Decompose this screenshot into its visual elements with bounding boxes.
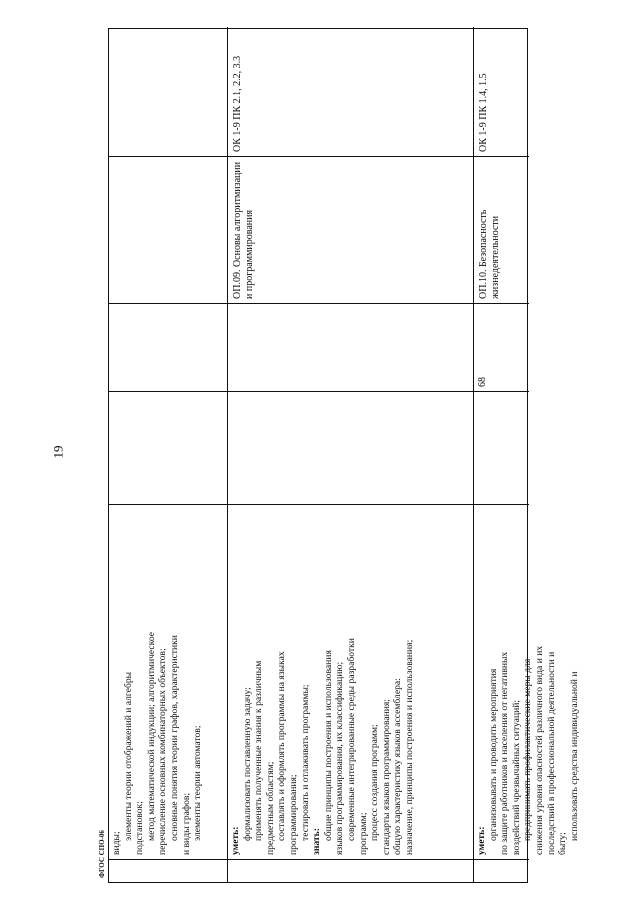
description-line: последствий в профессиональной деятельности и (545, 651, 557, 855)
competencies-cell (109, 27, 227, 157)
description-line: предпринимать профилактические меры для (522, 658, 534, 841)
max-hours-cell (474, 392, 529, 505)
description-line: языков программирования, их классификацию; (334, 661, 346, 855)
description-line: общие принципы построения и использования (322, 650, 334, 841)
description-line: и виды графов; (180, 792, 192, 855)
description-line: программирования; (287, 774, 299, 855)
index-cell (109, 860, 227, 882)
description-line: процесс создания программ; (369, 724, 381, 841)
description-line: тестировать и отлаживать программы; (299, 684, 311, 841)
competencies-cell: ОК 1-9 ПК 2.1, 2.2, 3.3 (228, 27, 473, 157)
table-row (228, 27, 474, 882)
table-row (474, 27, 580, 882)
description-line: предметным областям; (264, 761, 276, 855)
description-line: программ; (357, 812, 369, 855)
description-line: воздействий чрезвычайных ситуаций; (510, 699, 522, 855)
description-cell (474, 505, 580, 860)
description-line: перечисление основных комбинаторных объектов; (157, 648, 169, 855)
description-cell (109, 505, 227, 860)
discipline-cell: ОП.09. Основы алгоритмизации и программирования (228, 157, 473, 304)
description-line: элементы теории отображений и алгебры (122, 671, 134, 841)
max-hours-cell (109, 392, 227, 505)
rotated-table-wrapper (108, 28, 580, 883)
description-line: снижения уровня опасностей различного вида и их (533, 645, 545, 855)
description-line: элементы теории автоматов; (192, 725, 204, 841)
footer-label: ФГОС СПО-06 (98, 830, 106, 878)
description-line: по защите работников и населения от негативных (499, 651, 511, 855)
description-line: уметь: (230, 826, 241, 855)
description-line: современные интегрированные среды разработки (345, 638, 357, 841)
hours-cell (228, 304, 473, 392)
discipline-cell: ОП.10. Безопасность жизнедеятельности (474, 157, 529, 304)
description-line: назначение, принципы построения и использования; (403, 639, 415, 855)
description-line: знать: (311, 828, 323, 855)
curriculum-table (108, 28, 580, 883)
description-line: формализовать поставленную задачу; (241, 687, 253, 841)
description-line: общую характеристику языков ассемблера: (392, 678, 404, 855)
description-line: применять полученные знания к различным (253, 660, 265, 841)
description-line: быту; (557, 832, 569, 855)
description-line: организовывать и проводить мероприятия (487, 668, 499, 841)
index-cell (474, 860, 529, 882)
description-line: метод математической индукции; алгоритмическое (145, 631, 157, 841)
discipline-cell (109, 157, 227, 304)
table-row (109, 27, 228, 882)
hours-cell (109, 304, 227, 392)
competencies-cell: ОК 1-9 ПК 1.4, 1.5 (474, 27, 529, 157)
hours-cell: 68 (474, 304, 529, 392)
description-line: виды; (111, 831, 122, 855)
description-line: составлять и оформлять программы на языках (276, 651, 288, 841)
description-line: уметь: (476, 826, 487, 855)
description-line: подстановок; (134, 801, 146, 855)
description-cell (228, 505, 473, 860)
description-line: основные понятия теории графов, характеристики (168, 635, 180, 841)
index-cell (228, 860, 473, 882)
max-hours-cell (228, 392, 473, 505)
description-line: стандарты языков программирования; (380, 699, 392, 855)
description-line: использовать средства индивидуальной и (568, 671, 580, 841)
page-number: 19 (50, 445, 66, 459)
